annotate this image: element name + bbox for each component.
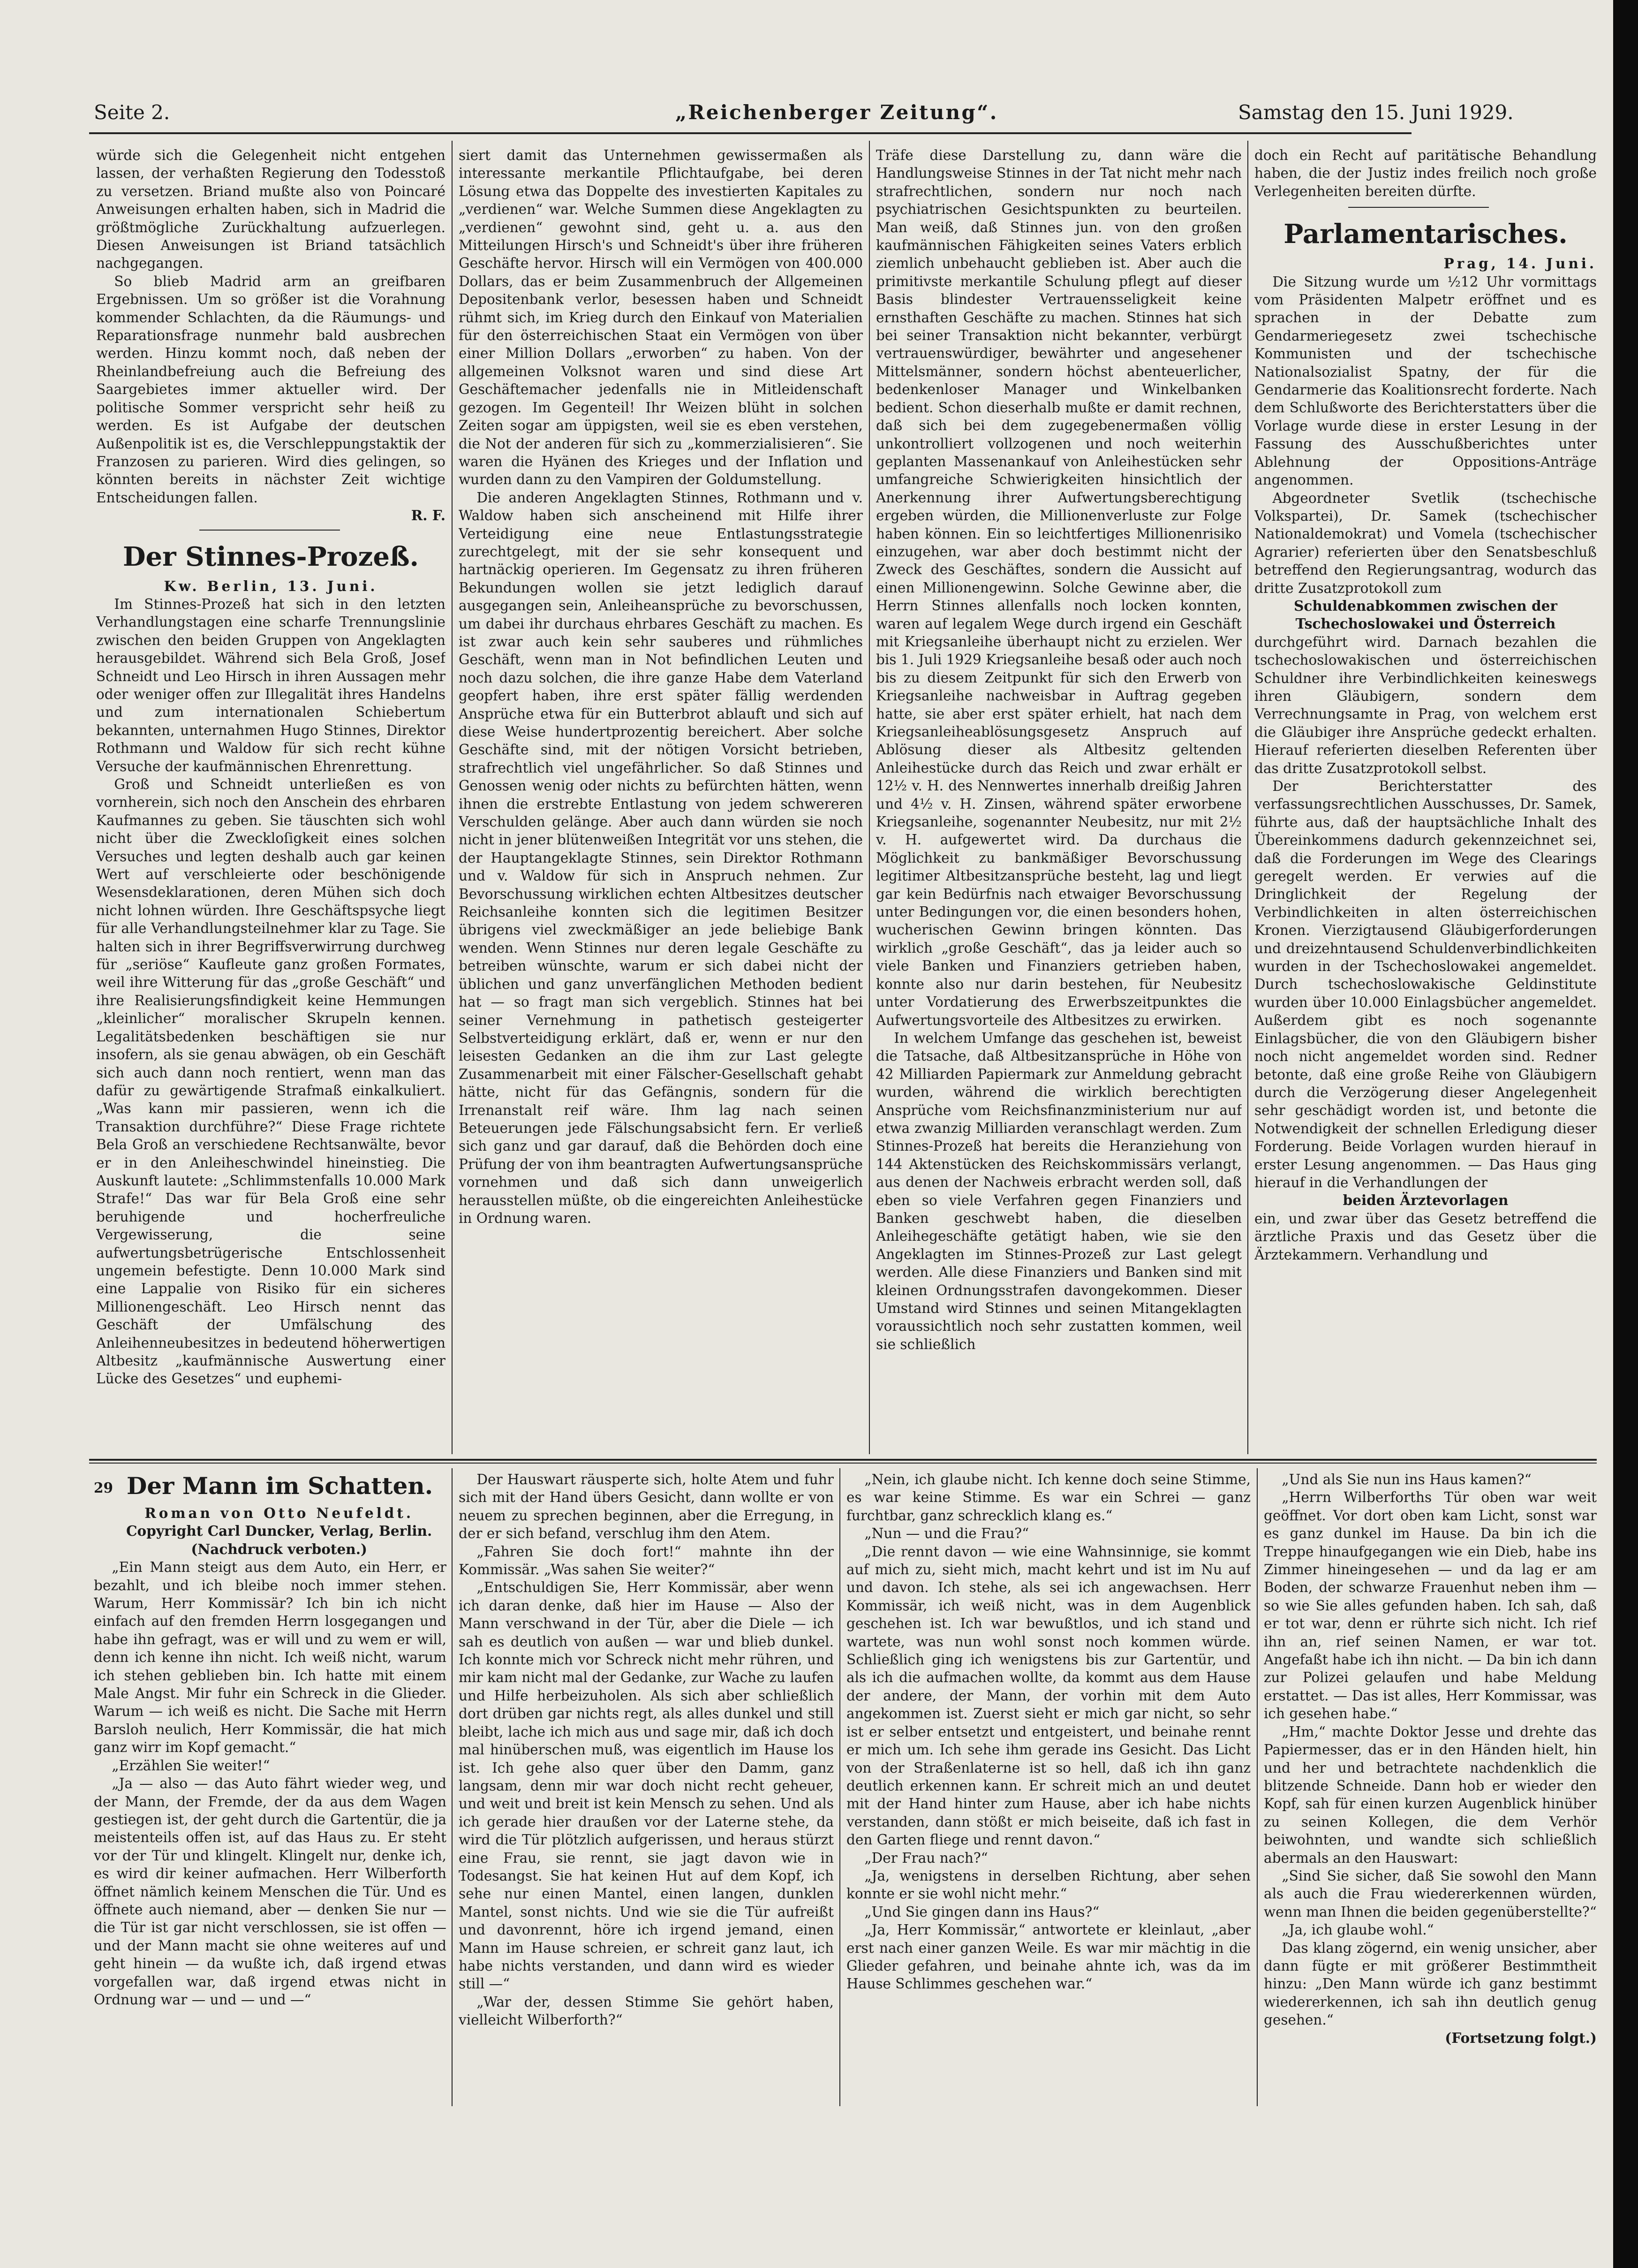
- paragraph: „Die rennt davon — wie eine Wahnsinnige, sie kommt auf mich zu, sieht mich, macht kehrt und ist im Nu auf und davon. Ich stehe, als sei ich angewachsen. Herr Kommissär, ich weiß nicht, was in dem Augenblick geschehen ist. Ich war bewußtlos, und ich stand und wartete, was nun wohl sonst noch kommen würde. Schließlich ging ich wenigstens bis zur Gartentür, und als ich die aufmachen wollte, da kommt aus dem Hause der andere, der Mann, der vorhin mit dem Auto angekommen ist. Zuerst sieht er mich gar nicht, so sehr ist er selber entsetzt und entgeistert, und beinahe rennt er mich um. Ich sehe ihm gerade ins Gesicht. Das Licht von der Straßenlaterne ist so hell, daß ich ihn ganz deutlich erkennen kann. Er schreit mich an und deutet mit der Hand hinter zum Hause, aber ich habe nichts verstanden, dann stößt er mich beiseite, daß ich fast in den Garten fliege und rennt davon.“: [846, 1543, 1251, 1848]
- novel-title: Der Mann im Schatten.: [127, 1472, 433, 1500]
- paragraph: durchgeführt wird. Darnach bezahlen die tschechoslowakischen und österreichischen Schuldner ihre Verbindlichkeiten keineswegs ihren Gläubigern, sondern dem Verrechnungsamte in Prag, von welchem erst die Gläubiger ihre Ansprüche gedeckt erhalten. Hierauf referierten dieselben Referenten über das dritte Zusatzprotokoll selbst.: [1254, 634, 1597, 776]
- dateline: Kw. Berlin, 13. Juni.: [164, 577, 378, 594]
- paragraph: siert damit das Unternehmen gewissermaßen als interessante merkantile Pflichtaufgabe, bei deren Lösung etwa das Doppelte des investierten Kapitales zu „verdienen“ war. Welche Summen diese Angeklagten zu „verdienen“ gewohnt sind, geht u. a. aus den Mitteilungen Hirsch's und Schneidt's über ihre früheren Geschäfte hervor. Hirsch will ein Vermögen von 400.000 Dollars, das er beim Zusammenbruch der Allgemeinen Depositenbank verlor, besessen haben und Schneidt rühmt sich, im Krieg durch den Einkauf von Materialien für den österreichischen Staat ein Vermögen von über einer Million Dollars „erworben“ zu haben. Von der allgemeinen Volksnot waren und sind diese Art Geschäftemacher jedenfalls nie in Mitleidenschaft gezogen. Im Gegenteil! Ihr Weizen blüht in solchen Zeiten sogar am üppigsten, weil sie es eben verstehen, die Not der anderen für sich zu „kommerzialisieren“. Sie waren die Hyänen des Krieges und der Inflation und wurden dann zu den Vampiren der Goldumstellung.: [459, 147, 863, 488]
- article-column-4: [1254, 146, 1597, 1457]
- paragraph: „Erzählen Sie weiter!“: [112, 1757, 270, 1774]
- paragraph: „Der Frau nach?“: [864, 1850, 988, 1866]
- paragraph: „Ja — also — das Auto fährt wieder weg, und der Mann, der Fremde, der da aus dem Wagen gestiegen ist, der geht durch die Gartentür, die ja meistenteils offen ist, auf das Haus zu. Er steht vor der Tür und klingelt. Klingelt nur, denke ich, es wird dir keiner aufmachen. Herr Wilberforth öffnet nämlich keinem Menschen die Tür. Und es öffnete auch niemand, aber — denken Sie nur — die Tür ist gar nicht verschlossen, sie ist offen — und der Mann macht sie ohne weiteres auf und geht hinein — da wußte ich, daß irgend etwas vorgefallen war, daß irgend etwas nicht in Ordnung war — und — und —“: [94, 1775, 446, 2008]
- feuilleton-rule: [89, 1463, 1597, 1464]
- reprint-notice: (Nachdruck verboten.): [191, 1540, 367, 1557]
- issue-date: Samstag den 15. Juni 1929.: [1238, 101, 1514, 124]
- article-column-3: [876, 146, 1242, 1457]
- paragraph: „Sind Sie sicher, daß Sie sowohl den Mann als auch die Frau wiedererkennen würden, wenn man Ihnen die beiden gegenüberstellte?“: [1264, 1867, 1597, 1920]
- paragraph: „Ein Mann steigt aus dem Auto, ein Herr, er bezahlt, und ich bleibe noch immer stehen. Warum, Herr Kommissär? Ich bin ich nicht einfach auf den fremden Herrn losgegangen und habe ihn gefragt, was er will und zu wem er will, denn ich kenne ihn nicht. Ich weiß nicht, warum ich stehen geblieben bin. Ich hatte mit einem Male Angst. Mir fuhr ein Schreck in die Glieder. Warum — ich weiß es nicht. Die Sache mit Herrn Barsloh neulich, Herr Kommissär, die hat mich ganz wirr im Kopf gemacht.“: [94, 1559, 446, 1756]
- column-divider: [839, 1468, 840, 2106]
- novel-column-3: [846, 1471, 1251, 2104]
- paragraph: Der Berichterstatter des verfassungsrechtlichen Ausschusses, Dr. Samek, führte aus, daß der hauptsächliche Inhalt des Übereinkommens dadurch gekennzeichnet sei, daß die Forderungen im Wege des Clearings geregelt werden. Er verwies auf die Dringlichkeit der Regelung der Verbindlichkeiten in alten österreichischen Kronen. Vierzigtausend Gläubigerforderungen und dreizehntausend Schuldenverbindlichkeiten wurden in der Tschechoslowakei angemeldet. Durch tschechoslowakische Geldinstitute wurden über 10.000 Einlagsbücher angemeldet. Außerdem gibt es noch sogenannte Einlagsbücher, die von den Gläubigern bisher noch nicht angemeldet worden sind. Redner betonte, daß eine große Reihe von Gläubigern durch die Verzögerung dieser Angelegenheit sehr geschädigt worden ist, und betonte die Notwendigkeit der schnellen Erledigung dieser Forderung. Beide Vorlagen wurden hierauf in erster Lesung angenommen. — Das Haus ging hierauf in die Verhandlungen der: [1254, 778, 1597, 1191]
- feuilleton-rule: [89, 1459, 1597, 1461]
- article-title: Parlamentarisches.: [1283, 219, 1568, 250]
- novel-author: Roman von Otto Neufeldt.: [144, 1505, 414, 1521]
- subheading: beiden Ärztevorlagen: [1343, 1192, 1509, 1209]
- paragraph: So blieb Madrid arm an greifbaren Ergebnissen. Um so größer ist die Vorahnung kommender Schlachten, da die Räumungs- und Reparationsfrage nunmehr bald ausbrechen werden. Hinzu kommt noch, daß neben der Rheinlandbefreiung auch die Befreiung des Saargebietes immer aktueller wird. Der politische Sommer verspricht sehr heiß zu werden. Es ist Aufgabe der deutschen Außenpolitik ist es, die Verschleppungstaktik der Franzosen zu parieren. Wird dies gelingen, so könnten bereits in nächster Zeit wichtige Entscheidungen fallen.: [96, 273, 445, 506]
- scan-border: [1613, 0, 1638, 2268]
- paragraph: „Ja, Herr Kommissär,“ antwortete er kleinlaut, „aber erst nach einer ganzen Weile. Es war mir mächtig in die Glieder gefahren, und beinahe ahnte ich, was da im Hause Schlimmes geschehen war.“: [846, 1922, 1251, 1992]
- header-rule: [89, 132, 1412, 134]
- paragraph: ein, und zwar über das Gesetz betreffend die ärztliche Praxis und das Gesetz über die Ärztekammern. Verhandlung und: [1254, 1210, 1597, 1263]
- paragraph: Der Hauswart räusperte sich, holte Atem und fuhr sich mit der Hand übers Gesicht, dann wollte er von neuem zu sprechen beginnen, aber die Erregung, in der er sich befand, verschlug ihm den Atem.: [459, 1472, 834, 1542]
- copyright-line: Copyright Carl Duncker, Verlag, Berlin.: [126, 1523, 432, 1540]
- column-divider: [452, 1468, 453, 2106]
- column-divider: [452, 141, 453, 1454]
- paragraph: Die anderen Angeklagten Stinnes, Rothmann und v. Waldow haben sich anscheinend mit Hilfe ihrer Verteidigung eine neue Entlastungsstrategie zurechtgelegt, mit der sie sehr konsequent und hartnäckig operieren. Im Gegensatz zu ihren früheren Bekundungen wollen sie jetzt lediglich darauf ausgegangen sein, Anleiheansprüche zu bevorschussen, um dabei ihr durchaus ehrbares Geschäft zu machen. Es ist zwar auch kein sehr sauberes und rühmliches Geschäft, wenn man in Not befindlichen Leuten und noch dazu solchen, die ihre ganze Habe dem Vaterland geopfert haben, ihre erst später fällig werdenden Ansprüche etwa für ein Butterbrot ablauft und sich auf diese Weise hundertprozentig bereichert. Aber solche Geschäfte sind, mit der nötigen Vorsicht betrieben, strafrechtlich viel ungefährlicher. So daß Stinnes und Genossen wenig oder nichts zu befürchten hätten, wenn ihnen die erstrebte Entlastung von jedem schwereren Verschulden gelänge. Aber auch dann würden sie noch nicht in jener blütenweißen Integrität vor uns stehen, die der Hauptangeklagte Stinnes, sein Direktor Rothmann und v. Waldow für sich in Anspruch nehmen. Zur Bevorschussung wirklichen echten Altbesitzes deutscher Reichsanleihe konnten sich die legitimen Besitzer übrigens viel zweckmäßiger an jede beliebige Bank wenden. Wenn Stinnes nur deren legale Geschäfte zu betreiben wünschte, warum er sich dabei nicht der üblichen und ganz unverfänglichen Methoden bedient hat — so fragt man sich vergeblich. Stinnes hat bei seiner Vernehmung in pathetisch gesteigerter Selbstverteidigung erklärt, daß er, wenn er nur den leisesten Gedanken an die ihm zur Last gelegte Zusammenarbeit mit einer Fälscher-Gesellschaft gehabt hätte, nicht für das Gefängnis, sondern für die Irrenanstalt reif wäre. Ihm lag nach seinen Beteuerungen jede Fälschungsabsicht fern. Er verließ sich ganz und gar darauf, daß die Behörden doch eine Prüfung der von ihm beantragten Aufwertungsansprüche vornehmen und daß sich dann unweigerlich herausstellen müßte, ob die eingereichten Anleihestücke in Ordnung waren.: [459, 489, 863, 1226]
- paragraph: In welchem Umfange das geschehen ist, beweist die Tatsache, daß Altbesitzansprüche in Höhe von 42 Milliarden Papiermark zur Anmeldung gebracht wurden, während die wirklich berechtigten Ansprüche vom Reichsfinanzministerium nur auf etwa zwanzig Milliarden veranschlagt werden. Zum Stinnes-Prozeß hat bereits die Heranziehung von 144 Aktenstücken des Reichskommissärs verlangt, aus denen der Nachweis erbracht werden soll, daß eben so viele Verfahren gegen Finanziers und Banken geschwebt haben, die dieselben Anleihegeschäfte getätigt haben, wie sie den Angeklagten im Stinnes-Prozeß zur Last gelegt werden. Alle diese Finanziers und Banken sind mit kleinen Ordnungsstrafen davongekommen. Dieser Umstand wird Stinnes und seinen Mitangeklagten voraussichtlich noch sehr zustatten kommen, weil sie schließlich: [876, 1030, 1242, 1352]
- paragraph: „War der, dessen Stimme Sie gehört haben, vielleicht Wilberforth?“: [459, 1994, 834, 2028]
- paragraph: „Nun — und die Frau?“: [864, 1525, 1029, 1542]
- paragraph: „Fahren Sie doch fort!“ mahnte ihn der Kommissär. „Was sahen Sie weiter?“: [459, 1543, 834, 1578]
- paragraph: Groß und Schneidt unterließen es von vornherein, sich noch den Anschein des ehrbaren Kaufmannes zu geben. Sie täuschten sich wohl nicht über die Zweckloſigkeit eines solchen Versuches und legten deshalb auch gar keinen Wert auf verschleierte oder beschönigende Wesensdeklarationen, deren Mühen sich doch nicht lohnen würden. Ihre Geschäftspsyche liegt für alle Verhandlungsteilnehmer klar zu Tage. Sie halten sich in ihrer Begriffsverwirrung durchweg für „seriöse“ Kaufleute ganz großen Formates, weil ihre Witterung für das „große Geschäft“ und ihre Realisierungsfindigkeit keine Hemmungen „kleinlicher“ moralischer Skrupeln kennen. Legalitätsbedenken beschäftigen sie nur insofern, als sie genau abwägen, ob ein Geschäft sich auch dann noch rentiert, wenn man das dafür zu gewärtigende Strafmaß einkalkuliert. „Was kann mir passieren, wenn ich die Transaktion durchführe?“ Diese Frage richtete Bela Groß an verschiedene Rechtsanwälte, bevor er in den Anleiheschwindel hineinstieg. Die Auskunft lautete: „Schlimmstenfalls 10.000 Mark Strafe!“ Das war für Bela Groß eine sehr beruhigende und hocherfreuliche Vergewisserung, die seine aufwertungsbetrügerische Entschlossenheit ungemein befestigte. Denn 10.000 Mark sind eine Lappalie von Risiko für ein sicheres Millionengeschäft. Leo Hirsch nennt das Geschäft der Umfälschung des Anleihenneubesitzes in bedeutend höherwertigen Altbesitz „kaufmännische Auswertung einer Lücke des Gesetzes“ und euphemi-: [96, 776, 445, 1387]
- masthead: „Reichenberger Zeitung“.: [675, 101, 998, 124]
- dateline: Prag, 14. Juni.: [1443, 255, 1597, 272]
- paragraph: „Nein, ich glaube nicht. Ich kenne doch seine Stimme, es war keine Stimme. Es war ein Schrei — ganz furchtbar, ganz schrecklich klang es.“: [846, 1472, 1251, 1524]
- author-signature: R. F.: [411, 507, 445, 524]
- novel-column-4: [1264, 1471, 1597, 2104]
- section-divider: [1348, 207, 1489, 208]
- paragraph: Im Stinnes-Prozeß hat sich in den letzten Verhandlungstagen eine scharfe Trennungslinie zwischen den beiden Gruppen von Angeklagten herausgebildet. Während sich Bela Groß, Josef Schneidt und Leo Hirsch in ihren Aussagen mehr oder weniger offen zur Illegalität ihres Handelns und zum internationalen Schiebertum bekannten, unternahmen Hugo Stinnes, Direktor Rothmann und Waldow für sich recht kühne Versuche der kaufmännischen Ehrenrettung.: [96, 596, 445, 774]
- paragraph: Träfe diese Darstellung zu, dann wäre die Handlungsweise Stinnes in der Tat nicht mehr nach strafrechtlichen, sondern nur noch nach psychiatrischen Gesichtspunkten zu beurteilen. Man weiß, daß Stinnes jun. von den großen kaufmännischen Fähigkeiten seines Vaters erblich ziemlich unbehaucht geblieben ist. Aber auch die primitivste merkantile Schulung pflegt auf dieser Basis blindester Vertrauensseligkeit keine ernsthaften Geschäfte zu machen. Stinnes hat sich bei seiner Transaktion nicht bekannter, verbürgt vertrauenswürdiger, bewährter und angesehener Mittelsmänner, sondern höchst abenteuerlicher, bedenkenloser Manager und Winkelbanken bedient. Schon dieserhalb mußte er damit rechnen, daß sich bei dem zugegebenermaßen völlig unkontrolliert vollzogenen und noch weiterhin geplanten Massenankauf von Anleihestücken sehr umfangreiche Schwierigkeiten hinsichtlich der Anerkennung ihrer Aufwertungsberechtigung ergeben würden, die Millionenverluste zur Folge haben können. Ein so leichtfertiges Millionenrisiko einzugehen, war aber doch bestimmt nicht der Zweck des Geschäftes, sondern die Aussicht auf einen Millionengewinn. Solche Gewinne aber, die Herrn Stinnes allenfalls noch locken konnten, waren auf legalem Wege durch irgend ein Geschäft mit Kriegsanleihe überhaupt nicht zu erzielen. Wer bis 1. Juli 1929 Kriegsanleihe besaß oder auch noch bis zu diesem Zeitpunkt für sich den Erwerb von Kriegsanleihe nachweisbar in Auftrag gegeben hatte, sie aber erst später erhielt, hat nach dem Kriegsanleiheablösungsgesetz Anspruch auf Ablösung dieser als Altbesitz geltenden Anleihestücke durch das Reich und zwar erhält er 12½ v. H. des Nennwertes innerhalb dreißig Jahren und 4½ v. H. Zinsen, während später erworbene Kriegsanleihe, sogenannter Neubesitz, nur mit 2½ v. H. aufgewertet wird. Da durchaus die Möglichkeit zu bankmäßiger Bevorschussung legitimer Altbesitzansprüche besteht, lag und liegt gar kein Bedürfnis nach etwaiger Bevorschussung unter Bedingungen vor, die einen besonders hohen, wucherischen Gewinn bringen könnten. Das wirklich „große Geschäft“, das ja leider auch so viele Banken und Finanziers getrieben haben, konnte also nur darin bestehen, für Neubesitz unter Vordatierung des Erwerbszeitpunktes die Aufwertungsvorteile des Altbesitzes zu erwirken.: [876, 147, 1242, 1028]
- article-column-2: [459, 146, 863, 1457]
- novel-column-1: [94, 1471, 446, 2104]
- paragraph: „Hm,“ machte Doktor Jesse und drehte das Papiermesser, das er in den Händen hielt, hin und her und betrachtete nachdenklich die blitzende Schneide. Dann hob er wieder den Kopf, sah für einen kurzen Augenblick hinüber zu seinen Kollegen, die dem Verhör beiwohnten, und wandte sich schließlich abermals an den Hauswart:: [1264, 1723, 1597, 1866]
- novel-column-2: [459, 1471, 834, 2104]
- section-divider: [199, 530, 340, 531]
- article-column-1: [96, 146, 445, 1457]
- paragraph: „Und Sie gingen dann ins Haus?“: [864, 1904, 1100, 1920]
- page-header: [94, 101, 1514, 129]
- paragraph: Das klang zögernd, ein wenig unsicher, aber dann fügte er mit größerer Bestimmtheit hinzu: „Den Mann würde ich ganz bestimmt wiedererkennen, ich sah ihn deutlich genug gesehen.“: [1264, 1940, 1597, 2028]
- continuation-note: (Fortsetzung folgt.): [1445, 2029, 1597, 2046]
- paragraph: würde sich die Gelegenheit nicht entgehen lassen, der verhaßten Regierung den Todesstoß zu versetzen. Briand mußte also von Poincaré Anweisungen erhalten haben, sich in Madrid die größtmögliche Zurückhaltung aufzuerlegen. Diesen Anweisungen ist Briand tatsächlich nachgegangen.: [96, 147, 445, 272]
- paragraph: „Herrn Wilberforths Tür oben war weit geöffnet. Vor dort oben kam Licht, sonst war es ganz dunkel im Hause. Da bin ich die Treppe hinaufgegangen wie ein Dieb, habe ins Zimmer hineingesehen — und da lag er am Boden, der schwarze Frauenhut neben ihm — so wie Sie alles gefunden haben. Ich sah, daß er tot war, denn er rührte sich nicht. Ich rief ihn an, rief seinen Namen, er war tot. Angefaßt habe ich ihn nicht. — Da bin ich dann zur Polizei gelaufen und habe Meldung erstattet. — Das ist alles, Herr Kommissar, was ich gesehen habe.“: [1264, 1489, 1597, 1722]
- subheading: Schuldenabkommen zwischen der Tschechoslowakei und Österreich: [1294, 597, 1557, 632]
- page-number: Seite 2.: [94, 101, 170, 124]
- installment-number: 29: [94, 1479, 113, 1496]
- paragraph: „Entschuldigen Sie, Herr Kommissär, aber wenn ich daran denke, daß hier im Hause — Also der Mann verschwand in der Tür, aber die Diele — ich sah es deutlich von außen — war und blieb dunkel. Ich konnte mich vor Schreck nicht mehr rühren, und mir kam nicht mal der Gedanke, zur Wache zu laufen und Hilfe herbeizuholen. Als sich aber schließlich dort drüben gar nichts regt, als alles dunkel und still bleibt, lache ich mich aus und sage mir, daß ich doch mal hinüberschen muß, was eigentlich im Hause los ist. Ich gehe also quer über den Damm, ganz langsam, denn mir war doch nicht recht geheuer, und weit und breit ist kein Mensch zu sehen. Und als ich gerade hier draußen vor der Laterne stehe, da wird die Tür plötzlich aufgerissen, und heraus stürzt eine Frau, sie rennt, sie jagt davon wie in Todesangst. Sie hat keinen Hut auf dem Kopf, ich sehe nur einen Mantel, einen langen, dunklen Mantel, sonst nichts. Und wie sie die Tür aufreißt und davonrennt, höre ich irgend jemand, einen Mann im Hause schreien, er schreit ganz laut, ich habe nichts verstanden, und dann wird es wieder still —“: [459, 1579, 834, 1992]
- novel-header: [94, 1471, 446, 1502]
- paragraph: Abgeordneter Svetlik (tschechische Volkspartei), Dr. Samek (tschechischer Nationaldemokrat) und Vomela (tschechischer Agrarier) referierten über den Senatsbeschluß betreffend den Regierungsantrag, wodurch das dritte Zusatzprotokoll zum: [1254, 490, 1597, 596]
- article-title: Der Stinnes-Prozeß.: [122, 541, 419, 572]
- paragraph: „Ja, wenigstens in derselben Richtung, aber sehen konnte er sie wohl nicht mehr.“: [846, 1867, 1251, 1902]
- column-divider: [1247, 141, 1248, 1454]
- paragraph: „Und als Sie nun ins Haus kamen?“: [1282, 1472, 1532, 1487]
- paragraph: doch ein Recht auf paritätische Behandlung haben, die der Justiz indes freilich noch große Verlegenheiten bereiten dürfte.: [1254, 147, 1597, 199]
- column-divider: [1257, 1468, 1258, 2106]
- paragraph: Die Sitzung wurde um ½12 Uhr vormittags vom Präsidenten Malpetr eröffnet und es sprachen in der Debatte zum Gendarmeriegesetz zwei tschechische Kommunisten und der tschechische Nationalsozialist Spatny, der für die Gendarmerie das Koalitionsrecht forderte. Nach dem Schlußworte des Berichterstatters über die Vorlage wurde diese in erster Lesung in der Fassung des Ausschußberichtes unter Ablehnung der Oppositions-Anträge angenommen.: [1254, 273, 1597, 488]
- column-divider: [869, 141, 870, 1454]
- paragraph: „Ja, ich glaube wohl.“: [1282, 1922, 1434, 1938]
